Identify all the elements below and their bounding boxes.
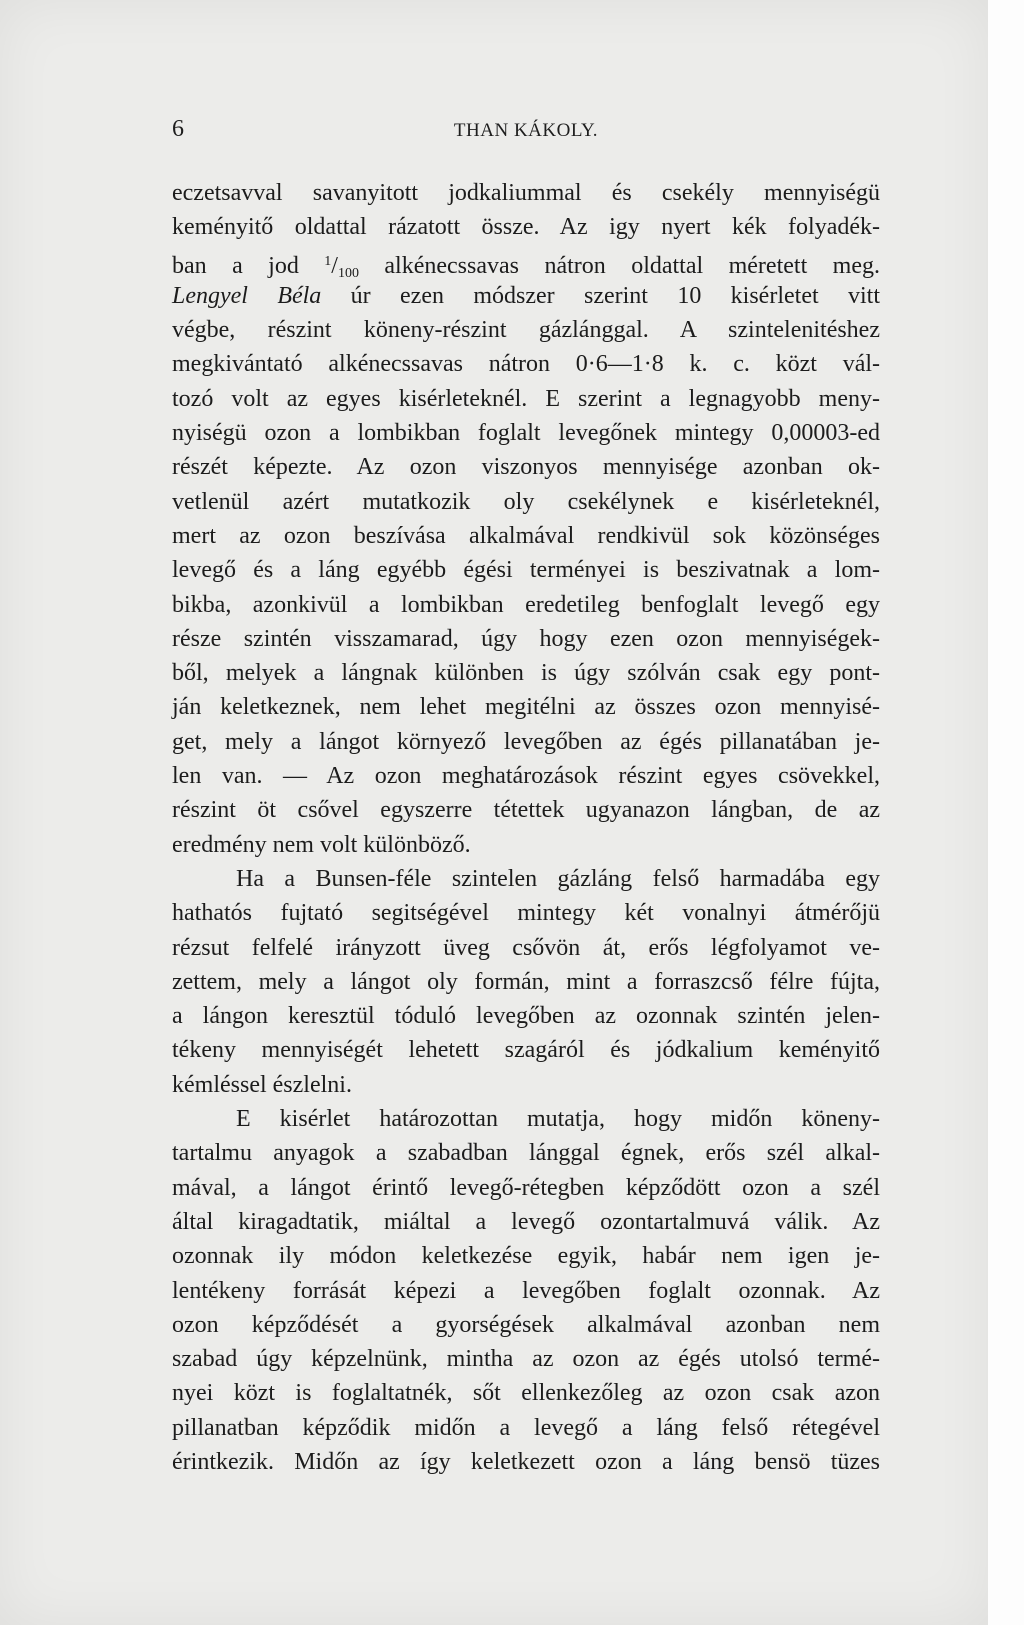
text-line: ozon képződését a gyorségések alkalmával azonban nem — [172, 1311, 880, 1338]
text-line: kémléssel észlelni. — [172, 1071, 352, 1098]
text-line: szabad úgy képzelnünk, mintha az ozon az égés utolsó termé- — [172, 1346, 880, 1373]
text-line: Lengyel Béla úr ezen módszer szerint 10 kisérletet vitt — [172, 282, 880, 309]
text-line: rézsut felfelé irányzott üveg csővön át, erős légfolyamot ve- — [172, 934, 880, 961]
text-line: részint öt csővel egyszerre tétettek ugyanazon lángban, de az — [172, 797, 880, 824]
running-title: THAN KÁKOLY. — [453, 120, 599, 141]
page-number: 6 — [172, 116, 184, 142]
text-line: pillanatban képződik midőn a levegő a láng felső rétegével — [172, 1414, 880, 1441]
text-line: keményitő oldattal rázatott össze. Az igy nyert kék folyadék- — [172, 214, 880, 241]
text-line: érintkezik. Midőn az így keletkezett ozon a láng bensö tüzes — [172, 1448, 880, 1475]
text-line: nyei közt is foglaltatnék, sőt ellenkezőleg az ozon csak azon — [172, 1380, 880, 1407]
text-line: bikba, azonkivül a lombikban eredetileg benfoglalt levegő egy — [172, 591, 880, 618]
body-text — [172, 176, 880, 1479]
text-line: megkivántató alkénecssavas nátron 0·6—1·8 k. c. közt vál- — [172, 351, 880, 378]
fraction: $^1/_{100}$ — [324, 252, 359, 281]
text-line: nyiségü ozon a lombikban foglalt levegőnek mintegy 0,00003-ed — [172, 420, 880, 447]
text-line: Ha a Bunsen-féle szintelen gázláng felső harmadába egy — [236, 865, 880, 892]
text-line: vetlenül azért mutatkozik oly csekélynek e kisérleteknél, — [172, 488, 880, 515]
text-line: mával, a lángot érintő levegő-rétegben képződött ozon a szél — [172, 1174, 880, 1201]
text-line: ozonnak ily módon keletkezése egyik, habár nem igen je- — [172, 1243, 880, 1270]
text-line: lentékeny forrását képezi a levegőben foglalt ozonnak. Az — [172, 1277, 880, 1304]
text-line: részét képezte. Az ozon viszonyos mennyisége azonban ok- — [172, 454, 880, 481]
text-line: eredmény nem volt különböző. — [172, 831, 471, 858]
text-line: E kisérlet határozottan mutatja, hogy midőn köneny- — [236, 1106, 880, 1133]
text-line: tozó volt az egyes kisérleteknél. E szerint a legnagyobb meny- — [172, 385, 880, 412]
text-line: része szintén visszamarad, úgy hogy ezen ozon mennyiségek- — [172, 625, 880, 652]
running-head — [172, 116, 880, 146]
text-line: hathatós fujtató segitségével mintegy két vonalnyi átmérőjü — [172, 900, 880, 927]
text-line: get, mely a lángot környező levegőben az égés pillanatában je- — [172, 728, 880, 755]
text-line: a lángon keresztül tóduló levegőben az ozonnak szintén jelen- — [172, 1003, 880, 1030]
text-line: len van. — Az ozon meghatározások részint egyes csövekkel, — [172, 763, 880, 790]
text-line: ban a jod $^1/_{100}$ alkénecssavas nátron oldattal méretett meg. — [172, 252, 880, 281]
text-line: tartalmu anyagok a szabadban lánggal égnek, erős szél alkal- — [172, 1140, 880, 1167]
text-line: mert az ozon beszívása alkalmával rendkivül sok közönséges — [172, 522, 880, 549]
text-line: ből, melyek a lángnak különben is úgy szólván csak egy pont- — [172, 660, 880, 687]
text-line: által kiragadtatik, miáltal a levegő ozontartalmuvá válik. Az — [172, 1208, 880, 1235]
text-line: zettem, mely a lángot oly formán, mint a forraszcső félre fújta, — [172, 968, 880, 995]
text-line: eczetsavval savanyitott jodkaliummal és csekély mennyiségü — [172, 180, 880, 206]
text-line: levegő és a láng egyébb égési terményei is beszivatnak a lom- — [172, 557, 880, 584]
text-line: tékeny mennyiségét lehetett szagáról és jódkalium keményitő — [172, 1037, 880, 1064]
person-name: Lengyel Béla — [172, 282, 322, 309]
text-line: végbe, részint köneny-részint gázlánggal. A szintelenitéshez — [172, 317, 880, 344]
text-line: ján keletkeznek, nem lehet megitélni az összes ozon mennyisé- — [172, 694, 880, 721]
